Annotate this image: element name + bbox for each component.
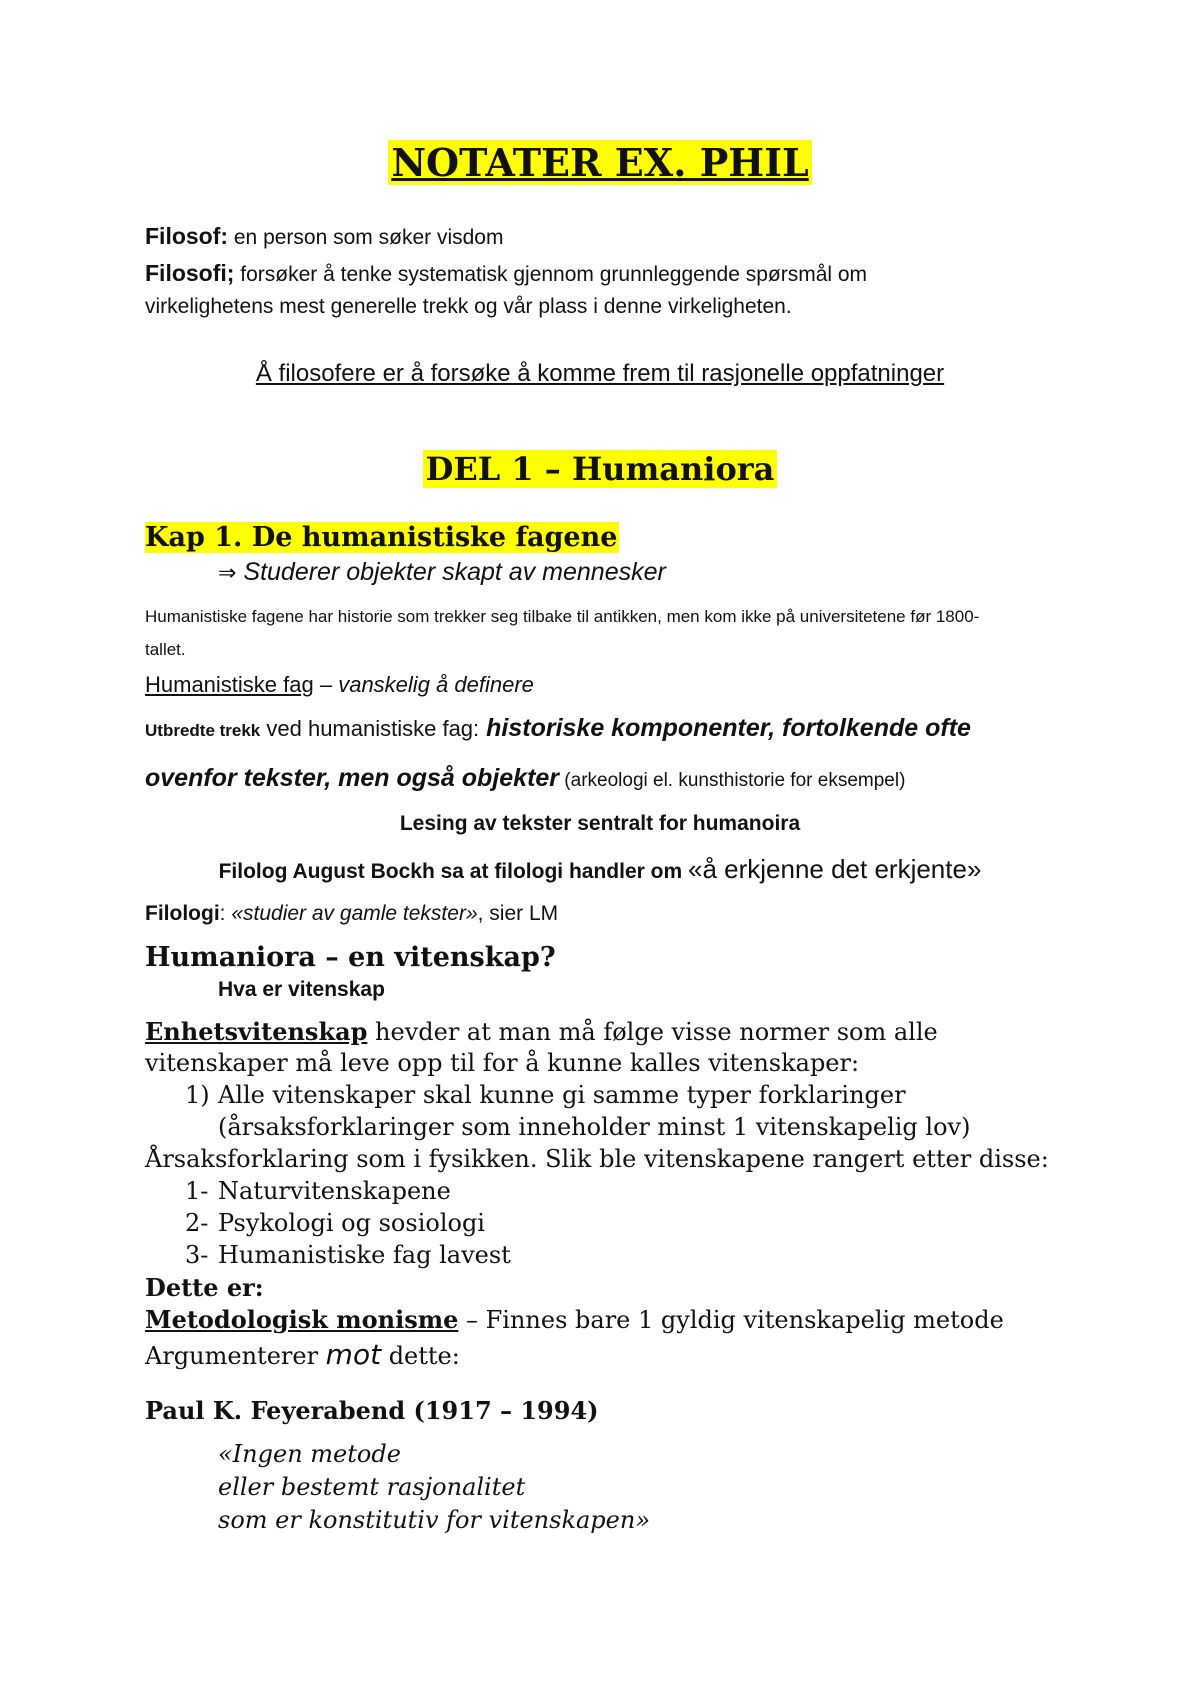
- quote-line: «Ingen metode: [218, 1440, 401, 1468]
- history-text-cont: tallet.: [145, 640, 186, 659]
- humanistiske-fag-definition: Humanistiske fag – vanskelig å definere: [145, 672, 534, 697]
- term-filosofi: Filosofi;: [145, 260, 235, 286]
- definition-filosof: Filosof: en person som søker visdom: [145, 223, 504, 249]
- ranking-item: Naturvitenskapene: [218, 1177, 451, 1205]
- quote-line: eller bestemt rasjonalitet: [218, 1473, 526, 1501]
- document-title: NOTATER EX. PHIL: [0, 140, 1200, 185]
- ranking-number: 3-: [185, 1241, 209, 1269]
- subheading-hva-er-vitenskap: Hva er vitenskap: [218, 978, 385, 1001]
- feyerabend-heading: Paul K. Feyerabend (1917 – 1994): [145, 1396, 599, 1425]
- ranking-number: 2-: [185, 1209, 209, 1237]
- heading-humaniora-vitenskap: Humaniora – en vitenskap?: [145, 942, 556, 973]
- bockh-statement: Filolog August Bockh sa at filologi handler om «å erkjenne det erkjente»: [218, 854, 982, 884]
- cause-explanation: Årsaksforklaring som i fysikken. Slik ble vitenskapene rangert etter disse:: [145, 1145, 1049, 1173]
- rule-number: 1): [185, 1081, 210, 1109]
- motto: Å filosofere er å forsøke å komme frem til rasjonelle oppfatninger: [255, 360, 945, 387]
- argumenterer-mot: Argumenterer mot dette:: [145, 1338, 460, 1371]
- term-filosof: Filosof:: [145, 223, 229, 249]
- filologi-definition: Filologi: «studier av gamle tekster», sier LM: [145, 902, 559, 925]
- enhetsvitenskap-line-2: vitenskaper må leve opp til for å kunne kalles vitenskaper:: [145, 1049, 860, 1077]
- ranking-number: 1-: [185, 1177, 209, 1205]
- chapter-heading-kap1: Kap 1. De humanistiske fagene: [145, 522, 618, 553]
- ranking-item: Humanistiske fag lavest: [218, 1241, 511, 1269]
- arrow-icon: ⇒: [218, 560, 237, 585]
- rule-text: Alle vitenskaper skal kunne gi samme typer forklaringer: [218, 1081, 906, 1109]
- dette-er: Dette er:: [145, 1273, 264, 1302]
- quote-line: som er konstitutiv for vitenskapen»: [218, 1506, 650, 1534]
- rule-text-cont: (årsaksforklaringer som inneholder minst 1 vitenskapelig lov): [218, 1113, 971, 1141]
- ranking-item: Psykologi og sosiologi: [218, 1209, 485, 1237]
- metodologisk-monisme: Metodologisk monisme – Finnes bare 1 gyldig vitenskapelig metode: [145, 1305, 1004, 1334]
- chapter-summary: ⇒ Studerer objekter skapt av mennesker: [218, 558, 666, 586]
- definition-filosofi: Filosofi; forsøker å tenke systematisk gjennom grunnleggende spørsmål om: [145, 260, 868, 286]
- traits-line-1: Utbredte trekk ved humanistiske fag: historiske komponenter, fortolkende ofte: [145, 714, 971, 742]
- definition-filosofi-cont: virkelighetens mest generelle trekk og vår plass i denne virkeligheten.: [145, 295, 792, 318]
- traits-line-2: ovenfor tekster, men også objekter (arkeologi el. kunsthistorie for eksempel): [145, 764, 906, 792]
- section-heading-del1: DEL 1 – Humaniora: [0, 450, 1200, 488]
- reading-statement: Lesing av tekster sentralt for humanoira: [399, 812, 801, 835]
- history-text: Humanistiske fagene har historie som trekker seg tilbake til antikken, men kom ikke på universitetene før 1800-: [145, 607, 980, 626]
- enhetsvitenskap-line-1: Enhetsvitenskap hevder at man må følge visse normer som alle: [145, 1017, 938, 1046]
